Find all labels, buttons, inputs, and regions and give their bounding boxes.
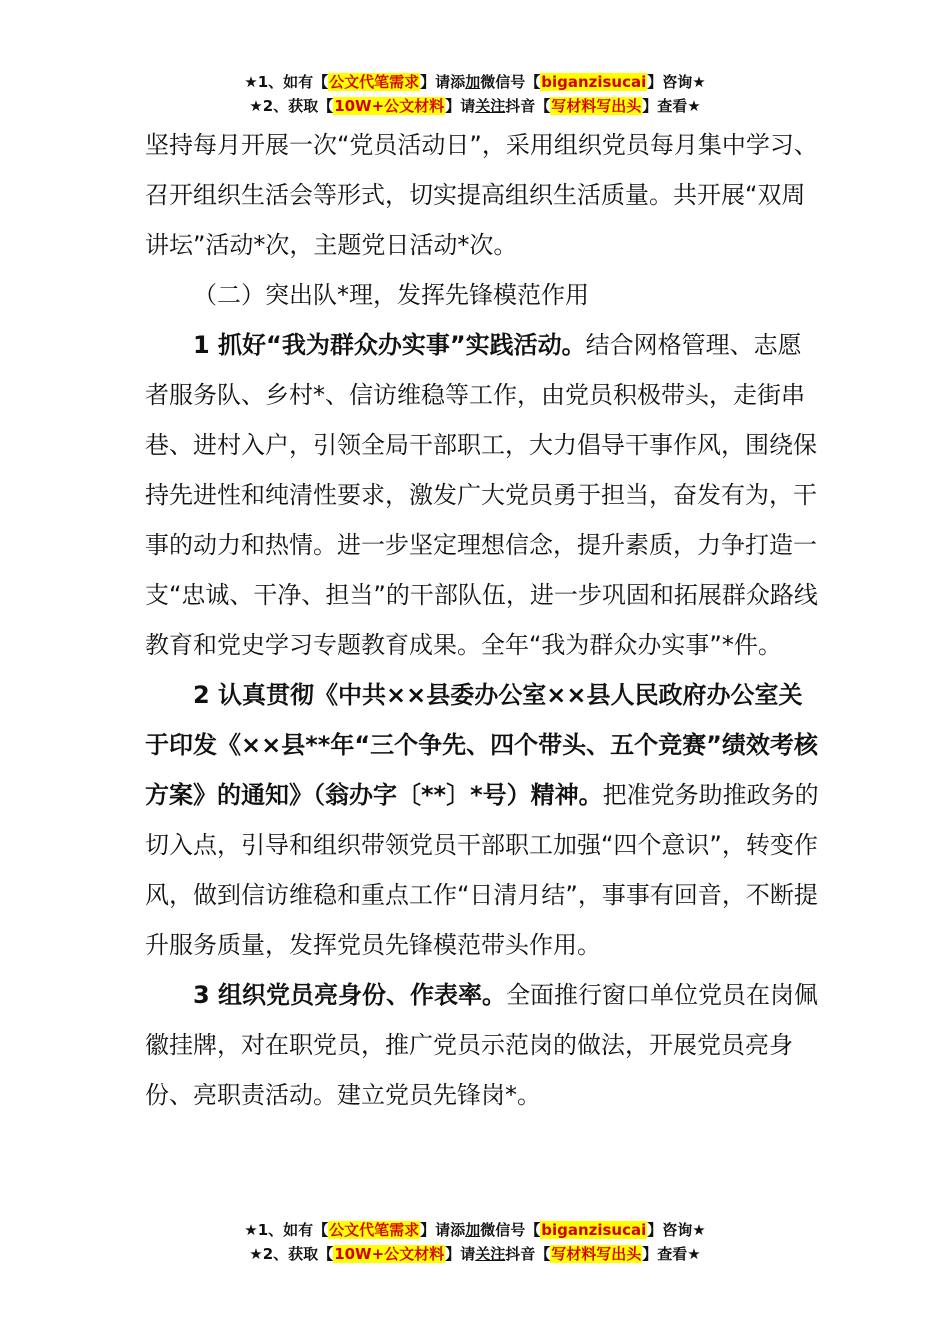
item-heading: 2 认真贯彻《中共××县委办公室××县人民政府办公室关于印发《××县**年“三个争先、四个带头、五个竞赛”绩效考核方案》的通知》（翁办字〔**〕*号）精神。 <box>145 681 818 809</box>
paragraph-item-2 <box>145 670 820 970</box>
header-banner <box>0 70 950 118</box>
banner-text: 】咨询★ <box>647 1221 706 1239</box>
banner-text: 抖音【 <box>505 97 551 115</box>
banner-highlight: 10W+公文材料 <box>334 97 445 115</box>
section-heading: （二）突出队*理，发挥先锋模范作用 <box>193 281 589 309</box>
paragraph-1: 坚持每月开展一次“党员活动日”，采用组织党员每月集中学习、召开组织生活会等形式，切实提高组织生活质量。共开展“双周讲坛”活动*次，主题党日活动*次。 <box>145 131 818 259</box>
banner-text: ★2、获取【 <box>249 97 334 115</box>
banner-highlight: 写材料写出头 <box>551 97 642 115</box>
banner-line-2 <box>0 1242 950 1266</box>
banner-text: ★1、如有【 <box>244 1221 329 1239</box>
banner-highlight: biganzisucai <box>541 1221 647 1239</box>
banner-underlined-text: 加 <box>465 1221 481 1239</box>
banner-text: 微信号【 <box>480 1221 541 1239</box>
banner-highlight: 10W+公文材料 <box>334 1245 445 1263</box>
banner-underlined-text: 加 <box>465 73 481 91</box>
banner-text: 】请添 <box>420 1221 466 1239</box>
paragraph-item-3 <box>145 970 820 1120</box>
banner-highlight: 公文代笔需求 <box>329 1221 420 1239</box>
banner-line-2 <box>0 94 950 118</box>
banner-text: 】请添 <box>420 73 466 91</box>
document-body <box>145 120 820 1120</box>
item-text: 全面推行窗口单位党员在岗佩徽挂牌，对在职党员，推广党员示范岗的做法，开展党员亮身份、亮职责活动。建立党员先锋岗*。 <box>145 981 819 1109</box>
banner-text: 】查看★ <box>642 97 701 115</box>
banner-text: 微信号【 <box>480 73 541 91</box>
banner-text: 】请 <box>445 97 476 115</box>
banner-text: 】咨询★ <box>647 73 706 91</box>
banner-highlight: 公文代笔需求 <box>329 73 420 91</box>
banner-highlight: 写材料写出头 <box>551 1245 642 1263</box>
banner-text: ★1、如有【 <box>244 73 329 91</box>
paragraph-item-1 <box>145 320 820 670</box>
banner-highlight: biganzisucai <box>541 73 647 91</box>
item-heading: 1 抓好“我为群众办实事”实践活动。 <box>193 331 586 359</box>
footer-banner <box>0 1218 950 1266</box>
banner-underlined-text: 关注 <box>475 97 506 115</box>
item-text: 把准党务助推政务的切入点，引导和组织带领党员干部职工加强“四个意识”，转变作风，做到信访维稳和重点工作“日清月结”，事事有回音，不断提升服务质量，发挥党员先锋模范带头作用。 <box>145 781 819 959</box>
item-heading: 3 组织党员亮身份、作表率。 <box>193 981 507 1009</box>
banner-text: ★2、获取【 <box>249 1245 334 1263</box>
banner-text: 抖音【 <box>505 1245 551 1263</box>
banner-line-1 <box>0 70 950 94</box>
item-text: 结合网格管理、志愿者服务队、乡村*、信访维稳等工作，由党员积极带头，走街串巷、进村入户，引领全局干部职工，大力倡导干事作风，围绕保持先进性和纯清性要求，激发广大党员勇于担当，奋发有为，干事的动力和热情。进一步坚定理想信念，提升素质，力争打造一支“忠诚、干净、担当”的干部队伍，进一步巩固和拓展群众路线教育和党史学习专题教育成果。全年“我为群众办实事”*件。 <box>145 331 818 659</box>
banner-underlined-text: 关注 <box>475 1245 506 1263</box>
banner-text: 】请 <box>445 1245 476 1263</box>
banner-line-1 <box>0 1218 950 1242</box>
banner-text: 】查看★ <box>642 1245 701 1263</box>
